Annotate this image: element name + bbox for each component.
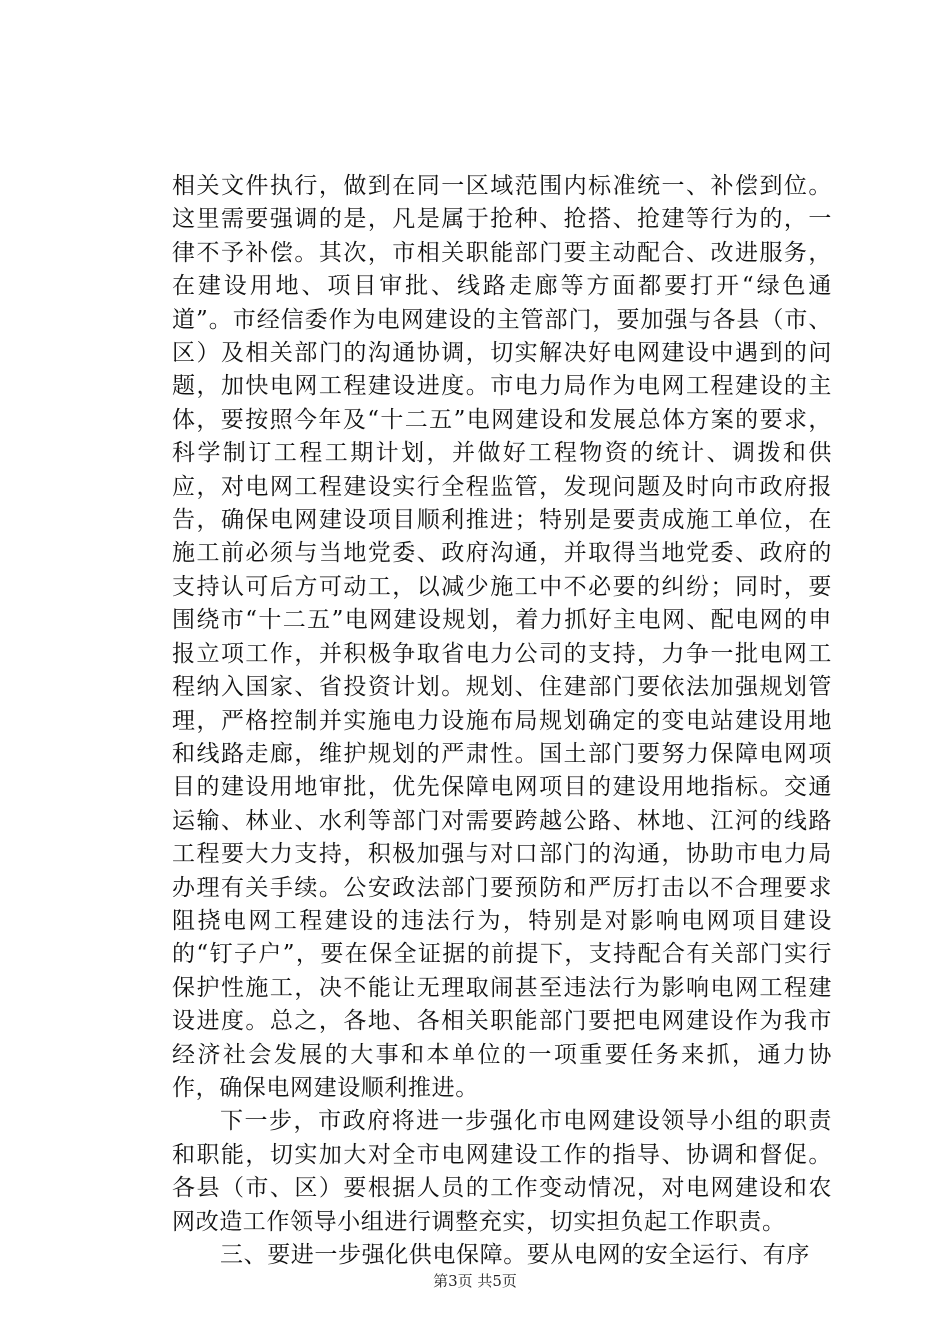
paragraph-1: 相关文件执行，做到在同一区域范围内标准统一、补偿到位。这里需要强调的是，凡是属于抢种、抢搭、抢建等行为的，一律不予补偿。其次，市相关职能部门要主动配合、改进服务，在建设用地、项目审批、线路走廊等方面都要打开“绿色通道”。市经信委作为电网建设的主管部门，要加强与各县（市、区）及相关部门的沟通协调，切实解决好电网建设中遇到的问题，加快电网工程建设进度。市电力局作为电网工程建设的主体，要按照今年及“十二五”电网建设和发展总体方案的要求，科学制订工程工期计划，并做好工程物资的统计、调拨和供应，对电网工程建设实行全程监管，发现问题及时向市政府报告，确保电网建设项目顺利推进；特别是要责成施工单位，在施工前必须与当地党委、政府沟通，并取得当地党委、政府的支持认可后方可动工，以减少施工中不必要的纠纷；同时，要围绕市“十二五”电网建设规划，着力抓好主电网、配电网的申报立项工作，并积极争取省电力公司的支持，力争一批电网工程纳入国家、省投资计划。规划、住建部门要依法加强规划管理，严格控制并实施电力设施布局规划确定的变电站建设用地和线路走廊，维护规划的严肃性。国土部门要努力保障电网项目的建设用地审批，优先保障电网项目的建设用地指标。交通运输、林业、水利等部门对需要跨越公路、林地、江河的线路工程要大力支持，积极加强与对口部门的沟通，协助市电力局办理有关手续。公安政法部门要预防和严厉打击以不合理要求阻挠电网工程建设的违法行为，特别是对影响电网项目建设的“钉子户”，要在保全证据的前提下，支持配合有关部门实行保护性施工，决不能让无理取闹甚至违法行为影响电网工程建设进度。总之，各地、各相关职能部门要把电网建设作为我市经济社会发展的大事和本单位的一项重要任务来抓，通力协作，确保电网建设顺利推进。	[172, 173, 832, 1101]
page-footer: 第3页 共5页	[433, 1272, 517, 1290]
paragraph-3: 三、要进一步强化供电保障。要从电网的安全运行、有序	[220, 1242, 810, 1268]
paragraph-2: 下一步，市政府将进一步强化市电网建设领导小组的职责和职能，切实加大对全市电网建设工作的指导、协调和督促。各县（市、区）要根据人员的工作变动情况，对电网建设和农网改造工作领导小组进行调整充实，切实担负起工作职责。	[172, 1108, 832, 1235]
body-text	[172, 170, 832, 1272]
